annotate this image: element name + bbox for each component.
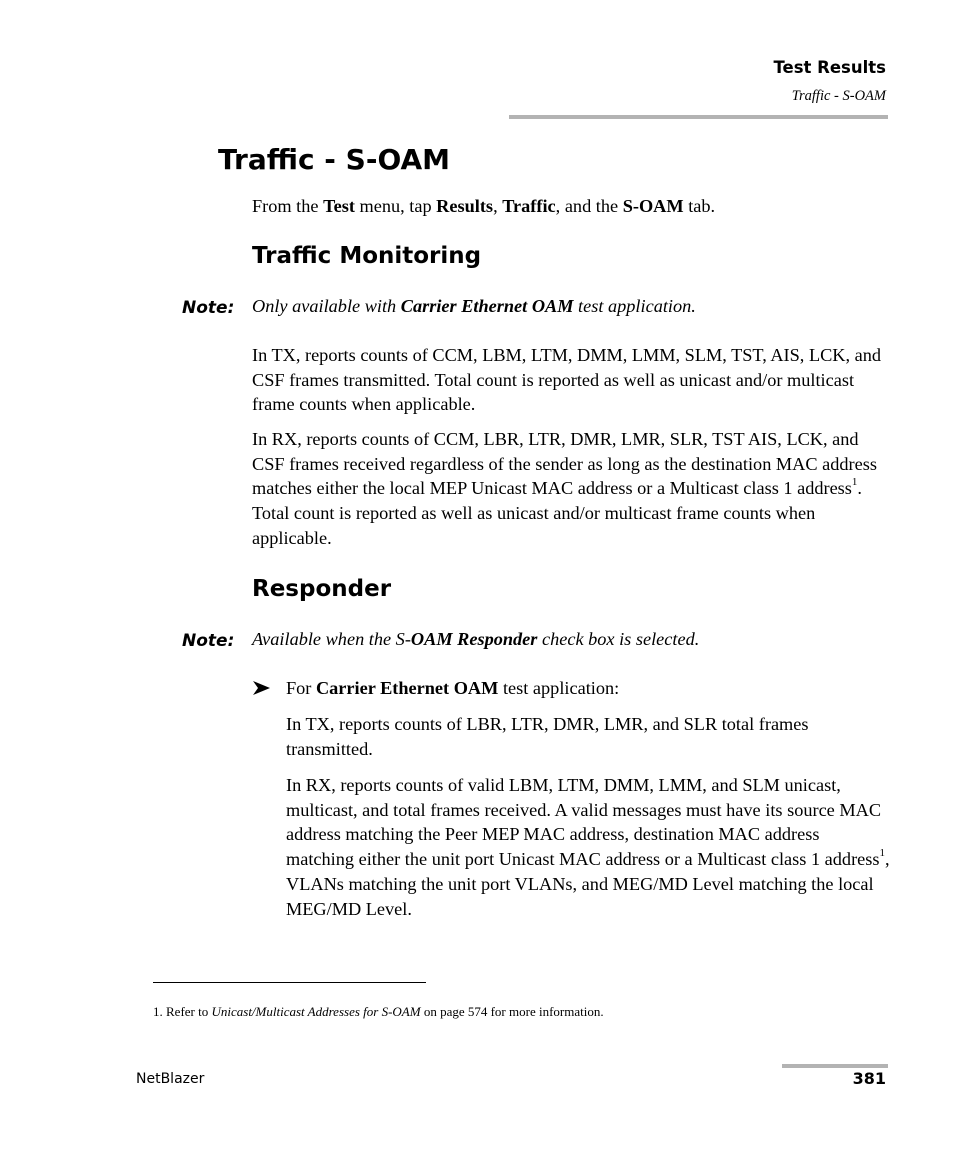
footer-rule [782,1064,888,1068]
tx-paragraph: In TX, reports counts of CCM, LBM, LTM, DMM, LMM, SLM, TST, AIS, LCK, and CSF frames transmitted. Total count is reported as well as unicast and/or multicast frame counts when applicable. [252,345,882,415]
section-heading-responder: Responder [252,576,392,602]
traffic-ref: Traffic [502,196,556,216]
header-rule [509,115,888,119]
note-text: Only available with Carrier Ethernet OAM test application. [252,296,696,316]
page-title: Traffic - S-OAM [218,143,451,176]
responder-tx-paragraph: In TX, reports counts of LBR, LTR, DMR, LMR, and SLR total frames transmitted. [286,714,809,759]
arrow-bullet-icon [252,679,272,702]
note-label: Note: [182,631,235,651]
responder-rx-paragraph: In RX, reports counts of valid LBM, LTM, DMM, LMM, and SLM unicast, multicast, and total frames received. A valid messages must have its source MAC address matching the Peer MEP MAC address, destination MAC address matching either the unit port Unicast MAC address or a Multicast class 1 address$^1$, VLANs matching the unit port VLANs, and MEG/MD Level matching the local MEG/MD Level. [286,775,890,919]
header-chapter-title: Test Results [773,58,886,77]
footnote-ref[interactable]: 1 [879,847,885,860]
footnote-ref[interactable]: 1 [851,476,858,489]
soam-tab-ref: S-OAM [622,196,684,216]
note-label: Note: [182,298,235,318]
section-heading-traffic-monitoring: Traffic Monitoring [252,243,482,269]
intro-paragraph: From the Test menu, tap Results, Traffic, and the S-OAM tab. [252,196,716,216]
footnote: 1. Refer to Unicast/Multicast Addresses for S-OAM on page 574 for more information. [153,1004,604,1019]
page-number: 381 [852,1069,886,1088]
note-text: Available when the S-OAM Responder check box is selected. [252,629,700,649]
results-ref: Results [436,196,494,216]
header-section-title: Traffic - S-OAM [791,88,886,104]
footnote-link[interactable]: Unicast/Multicast Addresses for S-OAM [211,1004,421,1019]
footnote-rule [153,982,426,983]
footer-product-name: NetBlazer [136,1071,205,1087]
test-menu-ref: Test [323,196,355,216]
bullet-item: For Carrier Ethernet OAM test application: [286,678,620,698]
rx-paragraph: In RX, reports counts of CCM, LBR, LTR, DMR, LMR, SLR, TST AIS, LCK, and CSF frames received regardless of the sender as long as the destination MAC address matches either the local MEP Unicast MAC address or a Multicast class 1 address$^1$. Total count is reported as well as unicast and/or multicast frame counts when applicable. [252,429,877,548]
